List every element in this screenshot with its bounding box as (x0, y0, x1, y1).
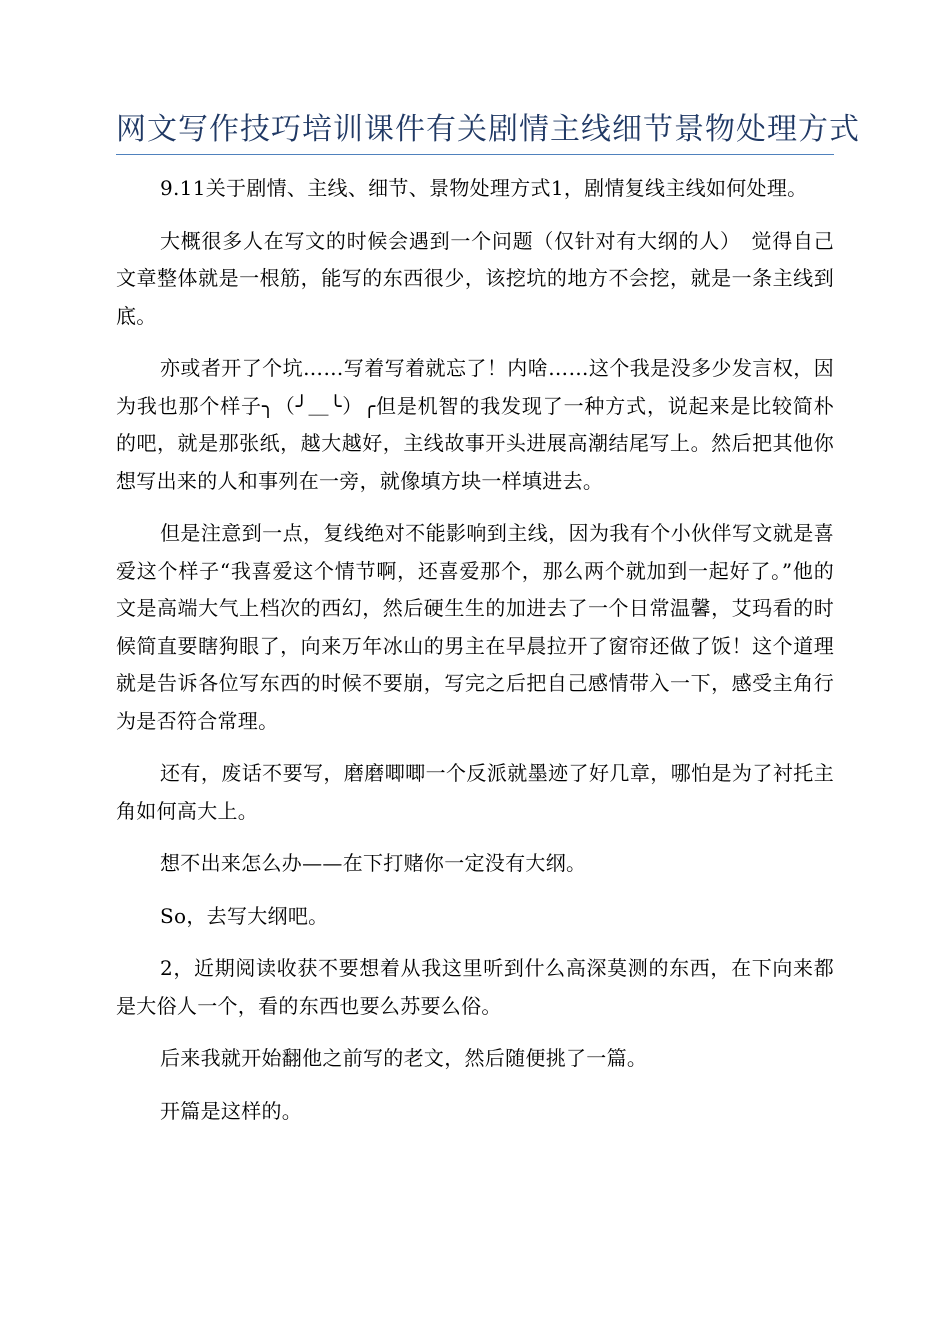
paragraph: 9.11关于剧情、主线、细节、景物处理方式1，剧情复线主线如何处理。 (160, 176, 808, 200)
title-underline (116, 154, 834, 155)
paragraph: 大概很多人在写文的时候会遇到一个问题（仅针对有大纲的人） 觉得自己文章整体就是一根筋，能写的东西很少，该挖坑的地方不会挖，就是一条主线到底。 (116, 228, 834, 328)
paragraph: 2，近期阅读收获不要想着从我这里听到什么高深莫测的东西，在下向来都是大俗人一个，看的东西也要么苏要么俗。 (116, 956, 834, 1018)
paragraph: 亦或者开了个坑……写着写着就忘了！内啥……这个我是没多少发言权，因为我也那个样子╮（╯＿╰）╭但是机智的我发现了一种方式，说起来是比较简朴的吧，就是那张纸，越大越好，主线故事开头进展高潮结尾写上。然后把其他你想写出来的人和事列在一旁，就像填方块一样填进去。 (116, 356, 834, 493)
paragraph: So，去写大纲吧。 (160, 903, 329, 928)
paragraph: 后来我就开始翻他之前写的老文，然后随便挑了一篇。 (160, 1046, 648, 1070)
document-body (116, 170, 834, 1145)
paragraph: 想不出来怎么办——在下打赌你一定没有大纲。 (160, 851, 587, 875)
paragraph: 但是注意到一点，复线绝对不能影响到主线，因为我有个小伙伴写文就是喜爱这个样子“我喜爱这个情节啊，还喜爱那个，那么两个就加到一起好了。”他的文是高端大气上档次的西幻，然后硬生生的加进去了一个日常温馨，艾玛看的时候简直要瞎狗眼了，向来万年冰山的男主在早晨拉开了窗帘还做了饭！这个道理就是告诉各位写东西的时候不要崩，写完之后把自己感情带入一下，感受主角行为是否符合常理。 (116, 521, 834, 733)
paragraph: 开篇是这样的。 (160, 1098, 303, 1123)
paragraph: 还有，废话不要写，磨磨唧唧一个反派就墨迹了好几章，哪怕是为了衬托主角如何高大上。 (116, 761, 834, 823)
document-title: 网文写作技巧培训课件有关剧情主线细节景物处理方式 (116, 112, 860, 147)
